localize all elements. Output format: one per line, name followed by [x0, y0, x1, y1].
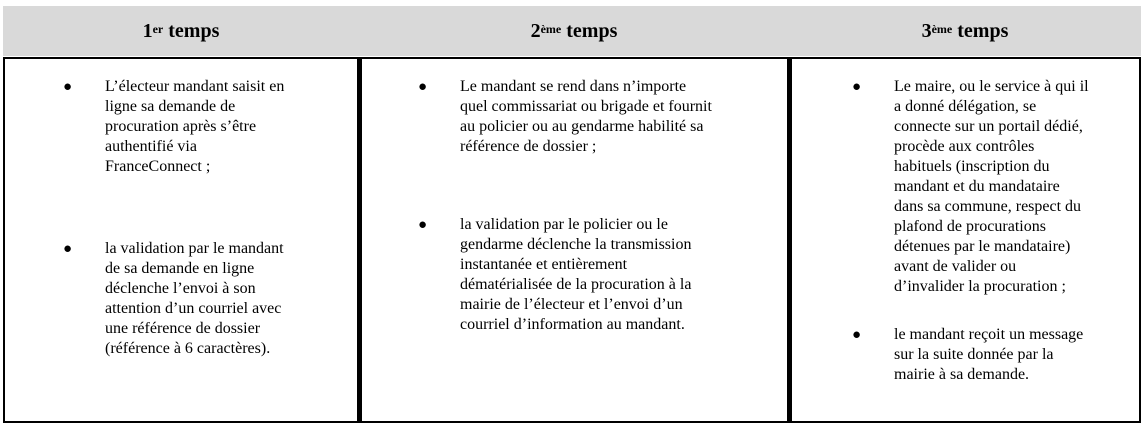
text-line: le mandant reçoit un message [894, 326, 1084, 343]
text-line: Le mandant se rend dans n’importe [460, 78, 687, 95]
bullet-dot-icon: ● [63, 79, 73, 95]
text-line: L’électeur mandant saisit en [105, 78, 285, 95]
text-line: sur la suite donnée par la [894, 346, 1054, 363]
bullet-text [460, 77, 712, 157]
header-step-1: 1 $^{er}$ temps [142, 19, 220, 42]
bullet-text [105, 239, 284, 359]
bullet-dot-icon: ● [852, 327, 862, 343]
text-line: d’invalider la procuration ; [894, 278, 1066, 295]
text-line: dans sa commune, respect du [894, 198, 1082, 215]
text-line: mairie à sa demande. [894, 366, 1030, 383]
text-line: instantanée et entièrement [460, 256, 628, 273]
text-line: (référence à 6 caractères). [105, 340, 271, 357]
text-line: quel commissariat ou brigade et fournit [460, 98, 712, 115]
text-line: déclenche l’envoi à son [105, 280, 256, 297]
text-line: a donné délégation, se [894, 98, 1037, 115]
text-line: attention d’un courriel avec [105, 300, 282, 317]
text-line: avant de valider ou [894, 258, 1017, 275]
text-line: au policier ou au gendarme habilité sa [460, 118, 704, 135]
text-line: plafond de procurations [894, 218, 1046, 235]
text-line: procède aux contrôles [894, 138, 1035, 155]
text-line: habituels (inscription du [894, 158, 1050, 175]
text-line: gendarme déclenche la transmission [460, 236, 692, 253]
text-line: mairie de l’électeur et l’envoi d’un [460, 296, 683, 313]
text-line: mandant et du mandataire [894, 178, 1060, 195]
bullet-dot-icon: ● [418, 217, 428, 233]
text-line: la validation par le policier ou le [460, 216, 668, 233]
text-line: la validation par le mandant [105, 240, 284, 257]
text-line: FranceConnect ; [105, 158, 211, 175]
bullet-text [105, 77, 284, 177]
header-row [3, 6, 1141, 56]
column-step-2 [359, 57, 789, 423]
text-line: procuration après s’être [105, 118, 257, 135]
procuration-steps-table [3, 6, 1141, 423]
text-line: Le maire, ou le service à qui il [894, 78, 1089, 95]
text-line: courriel d’information au mandant. [460, 316, 685, 333]
column-step-1 [3, 57, 359, 423]
text-line: une référence de dossier [105, 320, 261, 337]
text-line: ligne sa demande de [105, 98, 236, 115]
column-step-3 [789, 57, 1141, 423]
text-line: détenues par le mandataire) [894, 238, 1071, 255]
text-line: authentifié via [105, 138, 197, 155]
text-line: de sa demande en ligne [105, 260, 255, 277]
text-line: connecte sur un portail dédié, [894, 118, 1083, 135]
bullet-dot-icon: ● [852, 79, 862, 95]
header-step-3: 3 $^{ème}$ temps [921, 19, 1009, 42]
bullet-text [894, 325, 1083, 385]
text-line: dématérialisée de la procuration à la [460, 276, 692, 293]
bullet-dot-icon: ● [63, 241, 73, 257]
header-step-2: 2 $^{ème}$ temps [530, 19, 618, 42]
bullet-dot-icon: ● [418, 79, 428, 95]
text-line: référence de dossier ; [460, 138, 597, 155]
bullet-text [460, 215, 691, 335]
bullet-text [894, 77, 1089, 297]
